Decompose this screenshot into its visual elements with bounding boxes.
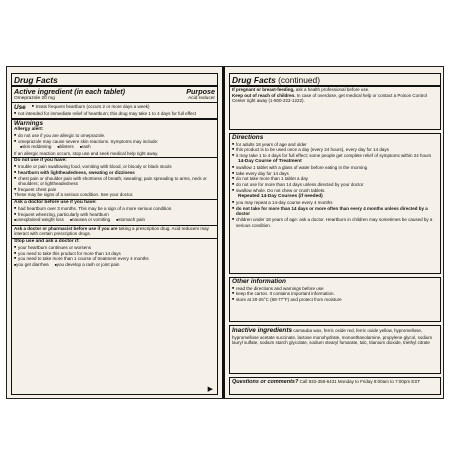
repeat-2: ■ do not take for more than 14 days or more often than every 4 months unless directed by a doctor [230, 206, 440, 217]
use-line-1: ■ treats frequent heartburn (occurs 2 or more days a week) [30, 104, 152, 111]
pharmacist-title: Ask a doctor or pharmacist before use if you are [14, 225, 118, 231]
inactive-title: Inactive ingredients [232, 327, 293, 334]
use-section [12, 104, 217, 111]
other-info-title: Other information [232, 278, 286, 285]
symptom-list [12, 144, 217, 151]
course-5: ■ swallow whole. Do not chew or crush tablets. [230, 188, 440, 194]
ask-doctor-3 [12, 217, 217, 224]
ask-doctor-3c: ■ stomach pain [116, 217, 145, 224]
drug-facts-box-right-top [229, 73, 441, 130]
directions-2: ■ this product is to be used once a day (every 24 hours), every day for 14 days [230, 147, 440, 153]
keep-out-text: In case of overdose, get medical help or contact a Poison Control Center right away (1-800-222-1222). [232, 92, 427, 104]
stop-use-4b: ■ you develop a rash or joint pain [55, 262, 120, 269]
course-3: ■ do not take more than 1 tablet a day [230, 176, 440, 182]
repeat-1: ■ you may repeat a 14-day course every 4 months [230, 200, 440, 206]
right-column [225, 67, 444, 398]
stop-use-4 [12, 262, 217, 269]
do-not-use-title: Do not use if you have: [14, 158, 67, 164]
allergy-line-2: ■ omeprazole may cause severe skin reactions. Symptoms may include: [12, 139, 217, 145]
use-line-2: ■ not intended for immediate relief of heartburn; this drug may take 1 to 4 days for full effect [12, 111, 217, 117]
allergy-line-3: If an allergic reaction occurs, stop use and seek medical help right away. [14, 150, 159, 156]
ask-doctor-title: Ask a doctor before use if you have: [14, 200, 97, 206]
stop-use-4a: ■ you get diarrhea [14, 262, 49, 269]
keep-out-section [230, 93, 440, 104]
continue-arrow-icon: ▶ [207, 386, 213, 393]
other-info-box [229, 277, 441, 322]
symptom-item: ■ blisters [57, 144, 73, 151]
stop-use-2: ■ you need to take this product for more than 14 days [12, 251, 217, 257]
warnings-title: Warnings [14, 119, 43, 127]
drug-facts-continued-title [230, 74, 440, 87]
questions-box [229, 377, 441, 395]
allergy-line-1: ■ do not use if you are allergic to omeprazole. [12, 133, 217, 139]
course-4: ■ do not use for more than 14 days unless directed by your doctor [230, 182, 440, 188]
purpose-value: Acid reducer [188, 96, 215, 101]
purpose-label: Purpose [186, 87, 215, 96]
do-not-use-3: ■ chest pain or shoulder pain with shortness of breath; sweating; pain spreading to arms, neck or shoulders; or lightheadedness [12, 176, 217, 187]
ask-doctor-3a: ■ unexplained weight loss [14, 217, 64, 224]
drug-facts-title: Drug Facts [12, 74, 217, 87]
active-ingredient-row [12, 87, 217, 96]
stop-use-1: ■ your heartburn continues or worsens [12, 245, 217, 251]
course-title: 14-Day Course of Treatment [238, 159, 302, 165]
ask-doctor-2: ■ frequent wheezing, particularly with heartburn [12, 212, 217, 218]
pharmacist-text: taking a prescription drug. Acid reducers may interact with certain prescription drugs. [14, 225, 209, 237]
other-info-2: ■ keep the carton. It contains important information. [230, 291, 440, 297]
directions-1: ■ for adults 18 years of age and older [230, 142, 440, 148]
allergy-alert-title: Allergy alert: [14, 127, 44, 133]
directions-title: Directions [232, 134, 264, 141]
questions-section [230, 378, 440, 386]
inactive-section [230, 326, 440, 346]
do-not-use-2: ■ heartburn with lightheadedness, sweating or dizziness [12, 170, 217, 176]
do-not-use-4: ■ frequent chest pain [12, 187, 217, 193]
stop-use-3: ■ you need to take more than 1 course of treatment every 4 months [12, 256, 217, 262]
left-column [7, 67, 221, 398]
drug-facts-panel [6, 66, 444, 399]
symptom-item: ■ rash [80, 144, 91, 151]
drug-facts-box-left [11, 73, 218, 395]
continued-suffix: (continued) [278, 75, 320, 85]
symptom-item: ■ skin reddening [20, 144, 51, 151]
inactive-ingredients-box [229, 325, 441, 374]
children-note: ■ children under 18 years of age: ask a doctor. Heartburn in children may sometimes be caused by a serious condition. [230, 217, 440, 228]
drug-facts-title-right: Drug Facts [232, 75, 276, 85]
pregnant-text: ask a health professional before use. [295, 87, 370, 92]
do-not-use-5: These may be signs of a serious condition. See your doctor. [14, 192, 134, 198]
repeat-title: Repeated 14-Day Courses (if needed) [238, 194, 323, 200]
other-info-3: ■ store at 20-25°C (68-77°F) and protect from moisture [230, 297, 440, 303]
ask-doctor-1: ■ had heartburn over 3 months. This may be a sign of a more serious condition. [12, 206, 217, 212]
do-not-use-1: ■ trouble or pain swallowing food, vomiting with blood, or bloody or black stools [12, 164, 217, 170]
questions-title: Questions or comments? [232, 379, 299, 385]
pregnant-title: If pregnant or breast-feeding, [232, 87, 295, 92]
inactive-text: carnauba wax, ferric oxide red, ferric oxide yellow, hypromellose, hypromellose acetate succinate, lactose monohydrate, monoethanolamine, propylene glycol, sodium lauryl sulfate, sodium starch glycolate, sodium stearyl fumarate, talc, titanium dioxide, triethyl citrate [232, 328, 433, 346]
directions-box [229, 133, 441, 274]
active-ingredient-value: Omeprazole 20 mg [14, 96, 55, 101]
course-2: ■ take every day for 14 days [230, 171, 440, 177]
ask-doctor-3b: ■ nausea or vomiting [70, 217, 110, 224]
other-info-1: ■ read the directions and warnings before use [230, 286, 440, 292]
directions-3: ■ it may take 1 to 4 days for full effect; some people get complete relief of symptoms within 24 hours [230, 153, 440, 159]
questions-text: Call 833-358-6431 Monday to Friday 9:00am to 7:00pm EST [299, 379, 421, 384]
use-title: Use [14, 104, 26, 111]
keep-out-title: Keep out of reach of children. [232, 92, 296, 98]
active-ingredient-values [12, 96, 217, 103]
active-ingredient-label: Active ingredient (in each tablet) [14, 87, 126, 96]
course-1: ■ swallow 1 tablet with a glass of water before eating in the morning [230, 165, 440, 171]
stop-use-title: Stop use and ask a doctor if: [14, 239, 80, 244]
pharmacist-section [12, 226, 217, 237]
